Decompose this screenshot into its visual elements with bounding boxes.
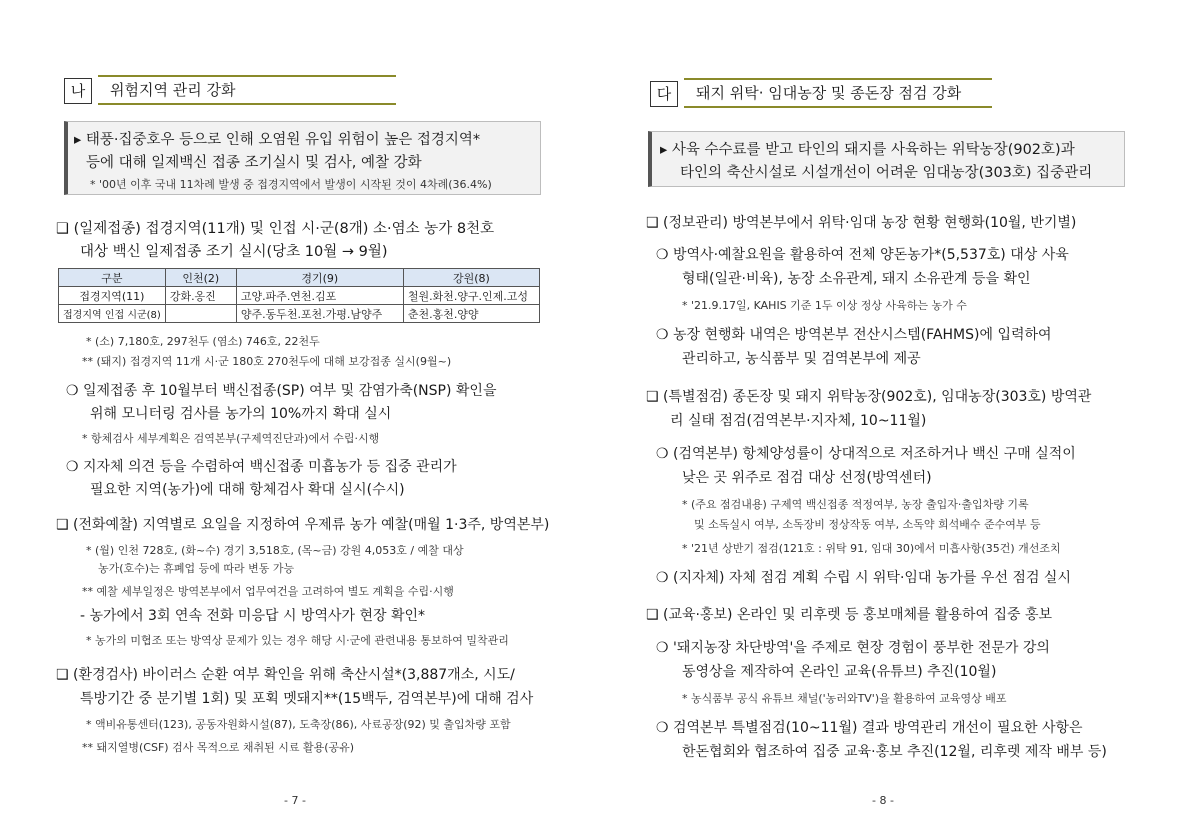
sub-bullet-system-line-2: 관리하고, 농식품부 및 검역본부에 제공 — [682, 351, 921, 367]
table-row — [59, 305, 540, 323]
bullet-environment-line-2: 특방기간 중 분기별 1회) 및 포획 멧돼지**(15백두, 검역본부)에 대해 검사 — [80, 691, 534, 707]
sub-bullet-local-line-1: ❍ 지자체 의견 등을 수렴하여 백신접종 미흡농가 등 집중 관리가 — [66, 459, 457, 475]
footnote: * 항체검사 세부계획은 검역본부(구제역진단과)에서 수립·시행 — [82, 432, 380, 445]
table-header: 강원(8) — [403, 269, 539, 287]
sub-bullet-local-line-2: 필요한 지역(농가)에 대해 항체검사 확대 실시(수시) — [90, 482, 405, 498]
section-title: 위험지역 관리 강화 — [98, 75, 396, 105]
sub-bullet-survey-line-1: ❍ 방역사·예찰요원을 활용하여 전체 양돈농가*(5,537호) 대상 사육 — [656, 247, 1069, 263]
sub-bullet-cooperation-line-2: 한돈협회와 협조하여 집중 교육·홍보 추진(12월, 리후렛 제작 배부 등) — [682, 744, 1107, 760]
summary-box — [648, 131, 1125, 187]
footnote: * '21.9.17일, KAHIS 기준 1두 이상 정상 사육하는 농가 수 — [682, 299, 967, 312]
footnote: 및 소독실시 여부, 소독장비 정상작동 여부, 소독약 희석배수 준수여부 등 — [694, 518, 1041, 531]
right-page — [590, 0, 1180, 834]
footnote: * 액비유통센터(123), 공동자원화시설(87), 도축장(86), 사료공장(92) 및 출입차량 포함 — [86, 718, 511, 731]
table-cell: 강화.옹진 — [165, 287, 236, 305]
summary-line-1: ▸ 사육 수수료를 받고 타인의 돼지를 사육하는 위탁농장(902호)과 — [660, 142, 1075, 158]
table-header-row — [59, 269, 540, 287]
section-title: 돼지 위탁· 임대농장 및 종돈장 점검 강화 — [684, 78, 992, 108]
summary-box — [64, 121, 541, 195]
table-header: 구분 — [59, 269, 166, 287]
sub-bullet-monitoring-line-2: 위해 모니터링 검사를 농가의 10%까지 확대 실시 — [90, 406, 392, 422]
summary-line-2: 타인의 축산시설로 시설개선이 어려운 임대농장(303호) 집중관리 — [680, 165, 1093, 181]
sub-bullet-system-line-1: ❍ 농장 현행화 내역은 방역본부 전산시스템(FAHMS)에 입력하여 — [656, 327, 1052, 343]
table-cell: 양주.동두천.포천.가평.남양주 — [236, 305, 403, 323]
section-letter: 나 — [64, 78, 92, 104]
sub-bullet-video-line-2: 동영상을 제작하여 온라인 교육(유튜브) 추진(10월) — [682, 664, 997, 680]
footnote: ** (돼지) 접경지역 11개 시·군 180호 270천두에 대해 보강접종 실시(9월~) — [82, 355, 452, 368]
table-cell: 춘천.홍천.양양 — [403, 305, 539, 323]
sub-bullet-quarantine-line-1: ❍ (검역본부) 항체양성률이 상대적으로 저조하거나 백신 구매 실적이 — [656, 446, 1076, 462]
bullet-environment-line-1: ❑ (환경검사) 바이러스 순환 여부 확인을 위해 축산시설*(3,887개소, 시도/ — [56, 667, 515, 683]
summary-note: * '00년 이후 국내 11차례 발생 중 접경지역에서 발생이 시작된 것이 4차례(36.4%) — [90, 178, 492, 191]
sub-bullet-quarantine-line-2: 낮은 곳 위주로 점검 대상 선정(방역센터) — [682, 470, 932, 486]
table-header: 인천(2) — [165, 269, 236, 287]
footnote: * (주요 점검내용) 구제역 백신접종 적정여부, 농장 출입자·출입차량 기록 — [682, 498, 1029, 511]
bullet-inspection-line-1: ❑ (특별점검) 종돈장 및 돼지 위탁농장(902호), 임대농장(303호) 방역관 — [646, 389, 1092, 405]
region-table — [58, 268, 540, 323]
bullet-inspection-line-2: 리 실태 점검(검역본부·지자체, 10~11월) — [670, 413, 927, 429]
footnote: 농가(호수)는 휴폐업 등에 따라 변동 가능 — [98, 562, 295, 575]
footnote: * 농가의 미협조 또는 방역상 문제가 있는 경우 해당 시·군에 관련내용 통보하여 밀착관리 — [86, 634, 509, 647]
section-letter: 다 — [650, 81, 678, 107]
sub-bullet-video-line-1: ❍ '돼지농장 차단방역'을 주제로 현장 경험이 풍부한 전문가 강의 — [656, 640, 1050, 656]
table-cell: 고양.파주.연천.김포 — [236, 287, 403, 305]
table-row — [59, 287, 540, 305]
footnote: * (소) 7,180호, 297천두 (염소) 746호, 22천두 — [86, 335, 320, 348]
footnote: ** 돼지열병(CSF) 검사 목적으로 채취된 시료 활용(공유) — [82, 741, 355, 754]
section-header-da — [650, 78, 980, 108]
bullet-phone-line-1: ❑ (전화예찰) 지역별로 요일을 지정하여 우제류 농가 예찰(매월 1·3주, 방역본부) — [56, 517, 550, 533]
table-cell — [165, 305, 236, 323]
footnote: * 농식품부 공식 유튜브 채널('농러와TV')을 활용하여 교육영상 배포 — [682, 692, 1007, 705]
page-number: - 8 - — [872, 794, 894, 807]
footnote: ** 예찰 세부일정은 방역본부에서 업무여건을 고려하여 별도 계획을 수립·시행 — [82, 585, 454, 598]
sub-bullet-survey-line-2: 형태(일관·비육), 농장 소유관계, 돼지 소유관계 등을 확인 — [682, 271, 1031, 287]
bullet-vaccination-line-2: 대상 백신 일제접종 조기 실시(당초 10월 → 9월) — [80, 244, 388, 260]
bullet-vaccination-line-1: ❑ (일제접종) 접경지역(11개) 및 인접 시·군(8개) 소·염소 농가 8천호 — [56, 221, 495, 237]
bullet-info-line-1: ❑ (정보관리) 방역본부에서 위탁·임대 농장 현황 현행화(10월, 반기별) — [646, 215, 1077, 231]
summary-line-1: ▸ 태풍·집중호우 등으로 인해 오염원 유입 위험이 높은 접경지역* — [74, 132, 481, 148]
footnote: * '21년 상반기 점검(121호 : 위탁 91, 임대 30)에서 미흡사항(35건) 개선조치 — [682, 542, 1061, 555]
dash-item: - 농가에서 3회 연속 전화 미응답 시 방역사가 현장 확인* — [80, 608, 426, 624]
sub-bullet-monitoring-line-1: ❍ 일제접종 후 10월부터 백신접종(SP) 여부 및 감염가축(NSP) 확인을 — [66, 383, 497, 399]
table-cell: 접경지역 인접 시군(8) — [59, 305, 166, 323]
table-header: 경기(9) — [236, 269, 403, 287]
summary-line-2: 등에 대해 일제백신 접종 조기실시 및 검사, 예찰 강화 — [86, 155, 422, 171]
page-number: - 7 - — [284, 794, 306, 807]
bullet-education-line-1: ❑ (교육·홍보) 온라인 및 리후렛 등 홍보매체를 활용하여 집중 홍보 — [646, 607, 1053, 623]
footnote: * (월) 인천 728호, (화~수) 경기 3,518호, (목~금) 강원 4,053호 / 예찰 대상 — [86, 544, 464, 557]
table-cell: 철원.화천.양구.인제.고성 — [403, 287, 539, 305]
sub-bullet-local-check: ❍ (지자체) 자체 점검 계획 수립 시 위탁·임대 농가를 우선 점검 실시 — [656, 570, 1071, 586]
section-header-na — [64, 75, 384, 105]
table-cell: 접경지역(11) — [59, 287, 166, 305]
sub-bullet-cooperation-line-1: ❍ 검역본부 특별점검(10~11월) 결과 방역관리 개선이 필요한 사항은 — [656, 720, 1083, 736]
